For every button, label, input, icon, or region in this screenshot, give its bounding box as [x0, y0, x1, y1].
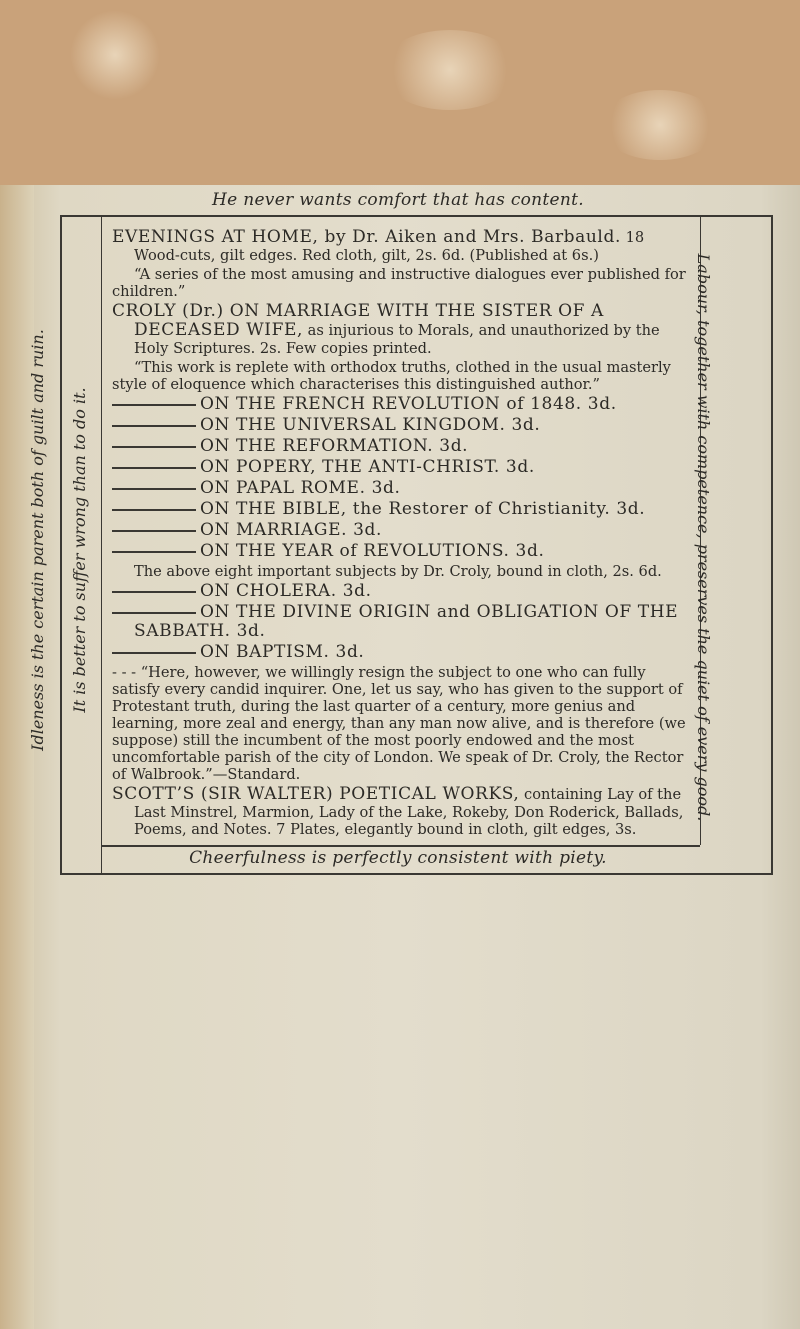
entry-baptism	[112, 643, 694, 662]
running-foot: Cheerfulness is perfectly consistent with piety.	[189, 848, 607, 868]
entry-text: ON THE BIBLE, the Restorer of Christianity. 3d.	[200, 499, 646, 519]
entry-croly-marriage	[112, 302, 694, 357]
entry-universal-kingdom	[112, 416, 694, 435]
bottom-rule	[102, 845, 700, 847]
side-motto-right: Labour, together with competence, preserves the quiet of every good.	[694, 253, 713, 822]
entry-evenings-at-home	[112, 228, 694, 264]
entry-text: ON THE DIVINE ORIGIN and OBLIGATION OF THE SABBATH. 3d.	[134, 602, 679, 641]
entry-text: ON THE UNIVERSAL KINGDOM. 3d.	[200, 415, 541, 435]
entry-french-revolution	[112, 395, 694, 414]
entry-standard-quote: - - - “Here, however, we willingly resign the subject to one who can fully satisfy every candid inquirer. One, let us say, who has given to the support of Protestant truth, during the last quarter of a century, more genius and learning, more zeal and energy, than any man now alive, and is therefore (we suppose) still the incumbent of the most poorly endowed and the most uncomfortable parish of the city of London. We speak of Dr. Croly, the Rector of Walbrook.”—Standard.	[112, 664, 686, 783]
entry-body: 18 Wood-cuts, gilt edges. Red cloth, gilt, 2s. 6d. (Published at 6s.)	[134, 229, 645, 264]
entry-sabbath	[112, 603, 694, 641]
entry-quote: “This work is replete with orthodox truths, clothed in the usual masterly style of eloquence which characterises this distinguished author.”	[112, 359, 671, 393]
side-motto-outer: Idleness is the certain parent both of guilt and ruin.	[28, 329, 47, 751]
entry-text: ON THE REFORMATION. 3d.	[200, 436, 469, 456]
entry-body: as injurious to Morals, and unauthorized by the Holy Scriptures. 2s. Few copies printed.	[134, 322, 660, 357]
page-top-background	[0, 0, 800, 185]
running-head: He never wants comfort that has content.	[212, 190, 584, 210]
entry-text: ON THE FRENCH REVOLUTION of 1848. 3d.	[200, 394, 617, 414]
entry-above-note: The above eight important subjects by Dr. Croly, bound in cloth, 2s. 6d.	[134, 563, 662, 580]
entry-text: ON CHOLERA. 3d.	[200, 581, 372, 601]
entry-papal-rome	[112, 479, 694, 498]
entry-body: containing Lay of the Last Minstrel, Marmion, Lady of the Lake, Rokeby, Don Roderick, Ballads, Poems, and Notes. 7 Plates, elegantly bound in cloth, gilt edges, 3s.	[134, 786, 684, 838]
entry-popery	[112, 458, 694, 477]
side-motto-inner: It is better to suffer wrong than to do it.	[70, 387, 89, 713]
entry-cholera	[112, 582, 694, 601]
entry-quote: “A series of the most amusing and instructive dialogues ever published for children.”	[112, 266, 686, 300]
entry-text: ON MARRIAGE. 3d.	[200, 520, 382, 540]
entry-text: ON POPERY, THE ANTI-CHRIST. 3d.	[200, 457, 535, 477]
entry-heading: SCOTT’S (SIR WALTER) POETICAL WORKS,	[112, 784, 520, 804]
catalogue-content	[112, 228, 694, 840]
entry-bible	[112, 500, 694, 519]
border-inner-left	[101, 215, 102, 875]
entry-heading: EVENINGS AT HOME, by Dr. Aiken and Mrs. Barbauld.	[112, 227, 621, 247]
entry-year-of-revolutions	[112, 542, 694, 561]
entry-text: ON BAPTISM. 3d.	[200, 642, 365, 662]
entry-text: ON PAPAL ROME. 3d.	[200, 478, 401, 498]
entry-heading: CROLY (Dr.) ON MARRIAGE WITH THE SISTER OF A DECEASED WIFE,	[112, 301, 604, 340]
entry-reformation	[112, 437, 694, 456]
entry-text: ON THE YEAR of REVOLUTIONS. 3d.	[200, 541, 545, 561]
entry-marriage	[112, 521, 694, 540]
entry-scott-poetical-works	[112, 785, 694, 838]
